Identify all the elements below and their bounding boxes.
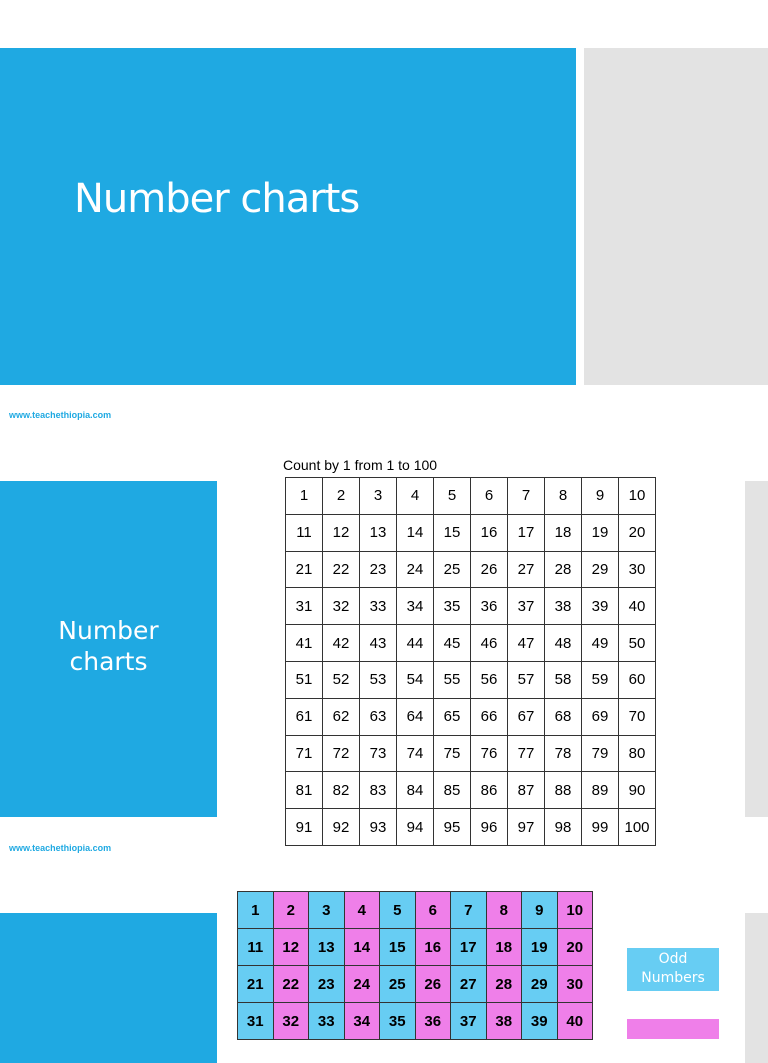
side-panel bbox=[745, 913, 768, 1063]
legend-odd-numbers: Odd Numbers bbox=[627, 948, 719, 991]
grid-cell: 35 bbox=[380, 1003, 416, 1040]
grid-cell: 1 bbox=[238, 892, 274, 929]
grid-cell: 1 bbox=[286, 478, 323, 515]
grid-cell: 20 bbox=[557, 929, 593, 966]
footer-link[interactable]: www.teachethiopia.com bbox=[9, 843, 112, 853]
grid-cell: 72 bbox=[323, 735, 360, 772]
grid-cell: 7 bbox=[451, 892, 487, 929]
grid-cell: 52 bbox=[323, 661, 360, 698]
grid-cell: 5 bbox=[434, 478, 471, 515]
grid-row bbox=[238, 966, 593, 1003]
grid-cell: 86 bbox=[471, 772, 508, 809]
grid-cell: 70 bbox=[619, 698, 656, 735]
grid-cell: 14 bbox=[397, 514, 434, 551]
grid-cell: 96 bbox=[471, 809, 508, 846]
grid-cell: 34 bbox=[344, 1003, 380, 1040]
grid-row bbox=[286, 551, 656, 588]
grid-cell: 66 bbox=[471, 698, 508, 735]
grid-row bbox=[286, 735, 656, 772]
grid-cell: 13 bbox=[309, 929, 345, 966]
grid-cell: 82 bbox=[323, 772, 360, 809]
grid-cell: 65 bbox=[434, 698, 471, 735]
grid-cell: 9 bbox=[522, 892, 558, 929]
grid-cell: 30 bbox=[557, 966, 593, 1003]
grid-cell: 62 bbox=[323, 698, 360, 735]
grid-cell: 91 bbox=[286, 809, 323, 846]
grid-cell: 9 bbox=[582, 478, 619, 515]
grid-cell: 25 bbox=[434, 551, 471, 588]
grid-cell: 80 bbox=[619, 735, 656, 772]
grid-cell: 51 bbox=[286, 661, 323, 698]
grid-cell: 57 bbox=[508, 661, 545, 698]
title-panel bbox=[0, 481, 217, 817]
grid-cell: 37 bbox=[451, 1003, 487, 1040]
grid-cell: 36 bbox=[415, 1003, 451, 1040]
grid-cell: 26 bbox=[471, 551, 508, 588]
footer-link[interactable]: www.teachethiopia.com bbox=[9, 410, 112, 420]
grid-cell: 38 bbox=[545, 588, 582, 625]
grid-cell: 4 bbox=[397, 478, 434, 515]
chart-caption: Count by 1 from 1 to 100 bbox=[283, 457, 438, 473]
grid-cell: 18 bbox=[545, 514, 582, 551]
grid-cell: 56 bbox=[471, 661, 508, 698]
grid-cell: 8 bbox=[486, 892, 522, 929]
grid-cell: 95 bbox=[434, 809, 471, 846]
grid-cell: 63 bbox=[360, 698, 397, 735]
side-panel bbox=[584, 48, 768, 385]
grid-cell: 53 bbox=[360, 661, 397, 698]
grid-cell: 6 bbox=[415, 892, 451, 929]
grid-cell: 54 bbox=[397, 661, 434, 698]
grid-cell: 75 bbox=[434, 735, 471, 772]
grid-cell: 39 bbox=[522, 1003, 558, 1040]
grid-cell: 44 bbox=[397, 625, 434, 662]
grid-cell: 41 bbox=[286, 625, 323, 662]
grid-cell: 33 bbox=[360, 588, 397, 625]
grid-cell: 40 bbox=[619, 588, 656, 625]
grid-cell: 88 bbox=[545, 772, 582, 809]
grid-row bbox=[286, 588, 656, 625]
grid-cell: 24 bbox=[344, 966, 380, 1003]
grid-cell: 61 bbox=[286, 698, 323, 735]
title-panel bbox=[0, 48, 576, 385]
grid-cell: 26 bbox=[415, 966, 451, 1003]
grid-cell: 100 bbox=[619, 809, 656, 846]
grid-cell: 31 bbox=[286, 588, 323, 625]
grid-cell: 42 bbox=[323, 625, 360, 662]
number-chart-slide bbox=[0, 457, 768, 840]
grid-cell: 81 bbox=[286, 772, 323, 809]
grid-cell: 76 bbox=[471, 735, 508, 772]
grid-cell: 49 bbox=[582, 625, 619, 662]
grid-cell: 22 bbox=[323, 551, 360, 588]
grid-cell: 2 bbox=[273, 892, 309, 929]
grid-cell: 25 bbox=[380, 966, 416, 1003]
grid-cell: 8 bbox=[545, 478, 582, 515]
grid-cell: 21 bbox=[286, 551, 323, 588]
grid-cell: 28 bbox=[545, 551, 582, 588]
grid-cell: 29 bbox=[522, 966, 558, 1003]
grid-cell: 19 bbox=[522, 929, 558, 966]
odd-even-chart bbox=[237, 891, 593, 1040]
legend-even-numbers bbox=[627, 1019, 719, 1039]
grid-cell: 33 bbox=[309, 1003, 345, 1040]
grid-cell: 34 bbox=[397, 588, 434, 625]
grid-row bbox=[238, 1003, 593, 1040]
grid-row bbox=[286, 698, 656, 735]
grid-cell: 27 bbox=[508, 551, 545, 588]
grid-cell: 3 bbox=[309, 892, 345, 929]
grid-cell: 24 bbox=[397, 551, 434, 588]
grid-row bbox=[286, 661, 656, 698]
grid-cell: 29 bbox=[582, 551, 619, 588]
grid-cell: 93 bbox=[360, 809, 397, 846]
grid-cell: 28 bbox=[486, 966, 522, 1003]
grid-cell: 31 bbox=[238, 1003, 274, 1040]
grid-cell: 23 bbox=[309, 966, 345, 1003]
grid-cell: 19 bbox=[582, 514, 619, 551]
grid-cell: 37 bbox=[508, 588, 545, 625]
grid-cell: 10 bbox=[557, 892, 593, 929]
grid-cell: 12 bbox=[323, 514, 360, 551]
grid-row bbox=[286, 625, 656, 662]
grid-cell: 46 bbox=[471, 625, 508, 662]
grid-cell: 6 bbox=[471, 478, 508, 515]
grid-cell: 83 bbox=[360, 772, 397, 809]
grid-cell: 64 bbox=[397, 698, 434, 735]
grid-row bbox=[286, 514, 656, 551]
grid-cell: 3 bbox=[360, 478, 397, 515]
grid-cell: 38 bbox=[486, 1003, 522, 1040]
grid-cell: 17 bbox=[451, 929, 487, 966]
grid-row bbox=[286, 809, 656, 846]
grid-cell: 11 bbox=[238, 929, 274, 966]
grid-row bbox=[238, 929, 593, 966]
grid-cell: 45 bbox=[434, 625, 471, 662]
grid-cell: 5 bbox=[380, 892, 416, 929]
grid-cell: 22 bbox=[273, 966, 309, 1003]
grid-cell: 21 bbox=[238, 966, 274, 1003]
grid-cell: 23 bbox=[360, 551, 397, 588]
grid-cell: 35 bbox=[434, 588, 471, 625]
grid-cell: 90 bbox=[619, 772, 656, 809]
grid-cell: 85 bbox=[434, 772, 471, 809]
grid-cell: 15 bbox=[434, 514, 471, 551]
slide-title: Number charts bbox=[58, 616, 159, 676]
grid-cell: 98 bbox=[545, 809, 582, 846]
grid-cell: 92 bbox=[323, 809, 360, 846]
grid-cell: 32 bbox=[323, 588, 360, 625]
grid-cell: 17 bbox=[508, 514, 545, 551]
grid-row bbox=[238, 892, 593, 929]
grid-cell: 39 bbox=[582, 588, 619, 625]
grid-cell: 78 bbox=[545, 735, 582, 772]
grid-cell: 20 bbox=[619, 514, 656, 551]
grid-cell: 74 bbox=[397, 735, 434, 772]
grid-cell: 32 bbox=[273, 1003, 309, 1040]
grid-cell: 15 bbox=[380, 929, 416, 966]
side-panel bbox=[745, 481, 768, 817]
grid-row bbox=[286, 772, 656, 809]
grid-cell: 50 bbox=[619, 625, 656, 662]
grid-cell: 4 bbox=[344, 892, 380, 929]
grid-cell: 18 bbox=[486, 929, 522, 966]
grid-cell: 12 bbox=[273, 929, 309, 966]
grid-cell: 7 bbox=[508, 478, 545, 515]
odd-even-slide bbox=[0, 888, 768, 1048]
grid-cell: 73 bbox=[360, 735, 397, 772]
grid-cell: 30 bbox=[619, 551, 656, 588]
grid-cell: 97 bbox=[508, 809, 545, 846]
title-slide bbox=[0, 48, 768, 385]
grid-cell: 16 bbox=[415, 929, 451, 966]
grid-cell: 13 bbox=[360, 514, 397, 551]
grid-cell: 10 bbox=[619, 478, 656, 515]
grid-cell: 79 bbox=[582, 735, 619, 772]
grid-cell: 40 bbox=[557, 1003, 593, 1040]
grid-cell: 55 bbox=[434, 661, 471, 698]
grid-cell: 87 bbox=[508, 772, 545, 809]
grid-cell: 14 bbox=[344, 929, 380, 966]
grid-cell: 43 bbox=[360, 625, 397, 662]
grid-cell: 58 bbox=[545, 661, 582, 698]
grid-cell: 60 bbox=[619, 661, 656, 698]
grid-cell: 94 bbox=[397, 809, 434, 846]
grid-cell: 27 bbox=[451, 966, 487, 1003]
grid-cell: 68 bbox=[545, 698, 582, 735]
grid-cell: 2 bbox=[323, 478, 360, 515]
grid-cell: 16 bbox=[471, 514, 508, 551]
grid-row bbox=[286, 478, 656, 515]
hundred-chart bbox=[285, 477, 656, 846]
grid-cell: 36 bbox=[471, 588, 508, 625]
grid-cell: 71 bbox=[286, 735, 323, 772]
grid-cell: 11 bbox=[286, 514, 323, 551]
grid-cell: 67 bbox=[508, 698, 545, 735]
grid-cell: 89 bbox=[582, 772, 619, 809]
grid-cell: 99 bbox=[582, 809, 619, 846]
grid-cell: 84 bbox=[397, 772, 434, 809]
grid-cell: 47 bbox=[508, 625, 545, 662]
grid-cell: 77 bbox=[508, 735, 545, 772]
slide-title: Number charts bbox=[74, 176, 360, 222]
grid-cell: 69 bbox=[582, 698, 619, 735]
grid-cell: 48 bbox=[545, 625, 582, 662]
grid-cell: 59 bbox=[582, 661, 619, 698]
title-panel bbox=[0, 913, 217, 1063]
